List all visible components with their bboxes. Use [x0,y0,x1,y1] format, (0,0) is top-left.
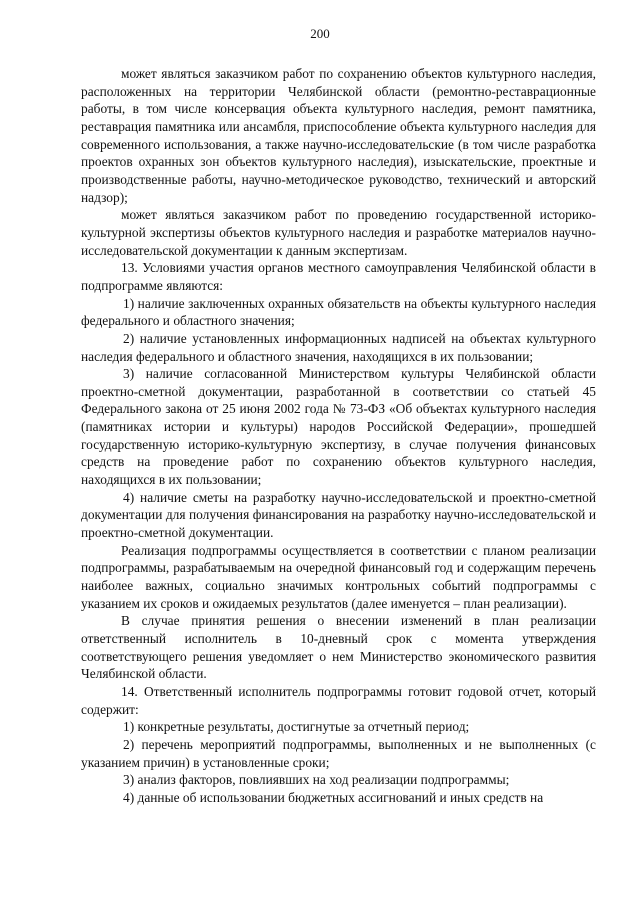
paragraph-customer-expertise: может являться заказчиком работ по проведению государственной историко-культурной экспертизы объектов культурного наследия и разработке материалов научно-исследовательской документации к данным экспертизам. [81,207,596,258]
list-item-report-1: 1) конкретные результаты, достигнутые за отчетный период; [123,719,470,735]
paragraph-section-13: 13. Условиями участия органов местного самоуправления Челябинской области в подпрограмме являются: [81,260,596,293]
page-number: 200 [310,26,330,41]
paragraph-customer-preservation: может являться заказчиком работ по сохранению объектов культурного наследия, расположенных на территории Челябинской области (ремонтно-реставрационные работы, в том числе консервация объекта культурного наследия, ремонт памятника, реставрация памятника или ансамбля, приспособление объекта культурного наследия для современного использования, а также научно-исследовательские (в том числе разработка проектов охранных зон объектов культурного наследия), изыскательские, проектные и производственные работы, научно-методическое руководство, технический и авторский надзор); [81,66,596,205]
list-item-condition-1: 1) наличие заключенных охранных обязательств на объекты культурного наследия федерального и областного значения; [81,295,596,329]
list-item-condition-2: 2) наличие установленных информационных надписей на объектах культурного наследия федерального и областного значения, находящихся в их пользовании; [81,330,596,364]
list-item-report-3: 3) анализ факторов, повлиявших на ход реализации подпрограммы; [123,772,510,788]
list-item-report-4: 4) данные об использовании бюджетных ассигнований и иных средств на [123,789,544,805]
list-item-condition-3: 3) наличие согласованной Министерством культуры Челябинской области проектно-сметной документации, разработанной в соответствии со статьей 45 Федерального закона от 25 июня 2002 года № 73-ФЗ «Об объектах культурного наследия (памятниках истории и культуры) народов Российской Федерации», прошедшей государственную историко-культурную экспертизу, в случае получения финансовых средств на проведение работ по сохранению объектов культурного наследия, находящихся в их пользовании; [81,366,596,488]
paragraph-section-14: 14. Ответственный исполнитель подпрограммы готовит годовой отчет, который содержит: [81,683,596,717]
paragraph-plan-changes: В случае принятия решения о внесении изменений в план реализации ответственный исполнитель в 10-дневный срок с момента утверждения соответствующего решения уведомляет о нем Министерство экономического развития Челябинской области. [81,613,596,682]
list-item-condition-4: 4) наличие сметы на разработку научно-исследовательской и проектно-сметной документации для получения финансирования на разработку научно-исследовательской и проектно-сметной документации. [81,489,596,541]
document-body [81,65,596,807]
paragraph-implementation-plan: Реализация подпрограммы осуществляется в соответствии с планом реализации подпрограммы, разрабатываемым на очередной финансовый год и содержащим перечень наиболее важных, социально значимых контрольных событий подпрограммы с указанием их сроков и ожидаемых результатов (далее именуется – план реализации). [81,542,596,611]
list-item-report-2: 2) перечень мероприятий подпрограммы, выполненных и не выполненных (с указанием причин) в установленные сроки; [81,736,596,770]
